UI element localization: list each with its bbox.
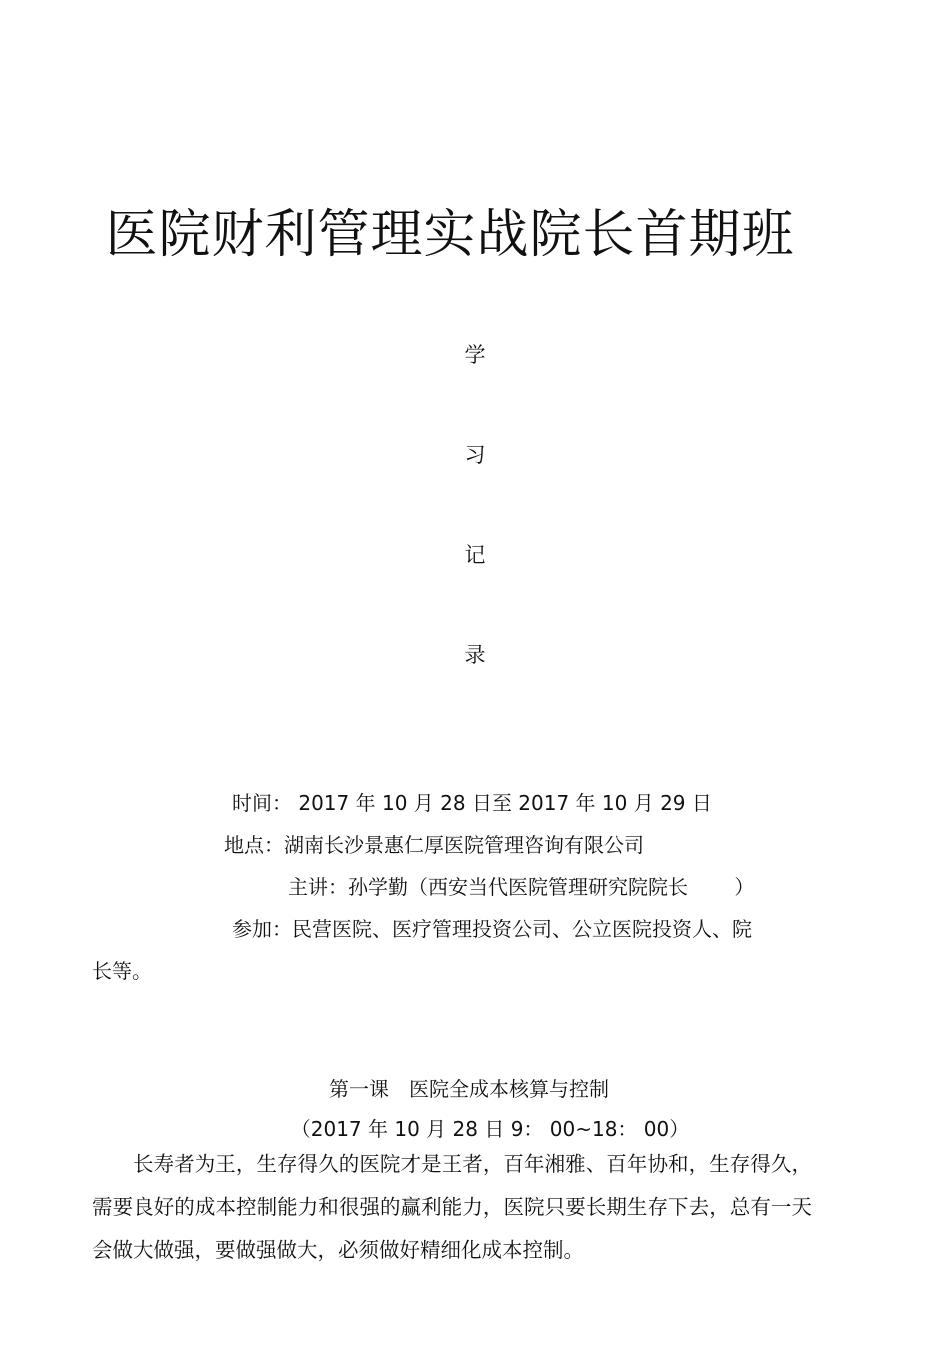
info-participants-line2: 长等。 — [92, 959, 152, 983]
document-title: 医院财利管理实战院长首期班 — [105, 205, 795, 265]
lesson-heading: 第一课 医院全成本核算与控制 — [329, 1077, 609, 1101]
lesson-paragraph: 长寿者为王，生存得久的医院才是王者，百年湘雅、百年协和，生存得久，需要良好的成本控制能力和很强的赢利能力，医院只要长期生存下去，总有一天会做大做强，要做强做大，必须做好精细化成本控制。 — [92, 1152, 812, 1262]
info-participants-line1: 参加：民营医院、医疗管理投资公司、公立医院投资人、院 — [232, 917, 752, 941]
info-lecturer: 主讲：孙学勤（西安当代医院管理研究院院长 ） — [288, 875, 755, 899]
vertical-label-char-1: 学 — [464, 343, 486, 367]
vertical-label-char-3: 记 — [464, 543, 486, 567]
vertical-label-char-2: 习 — [464, 443, 486, 467]
lesson-time: （2017 年 10 月 28 日 9： 00~18： 00） — [290, 1117, 690, 1141]
vertical-label-char-4: 录 — [464, 643, 486, 667]
info-place: 地点：湖南长沙景惠仁厚医院管理咨询有限公司 — [224, 833, 644, 857]
info-time: 时间： 2017 年 10 月 28 日至 2017 年 10 月 29 日 — [232, 791, 712, 815]
